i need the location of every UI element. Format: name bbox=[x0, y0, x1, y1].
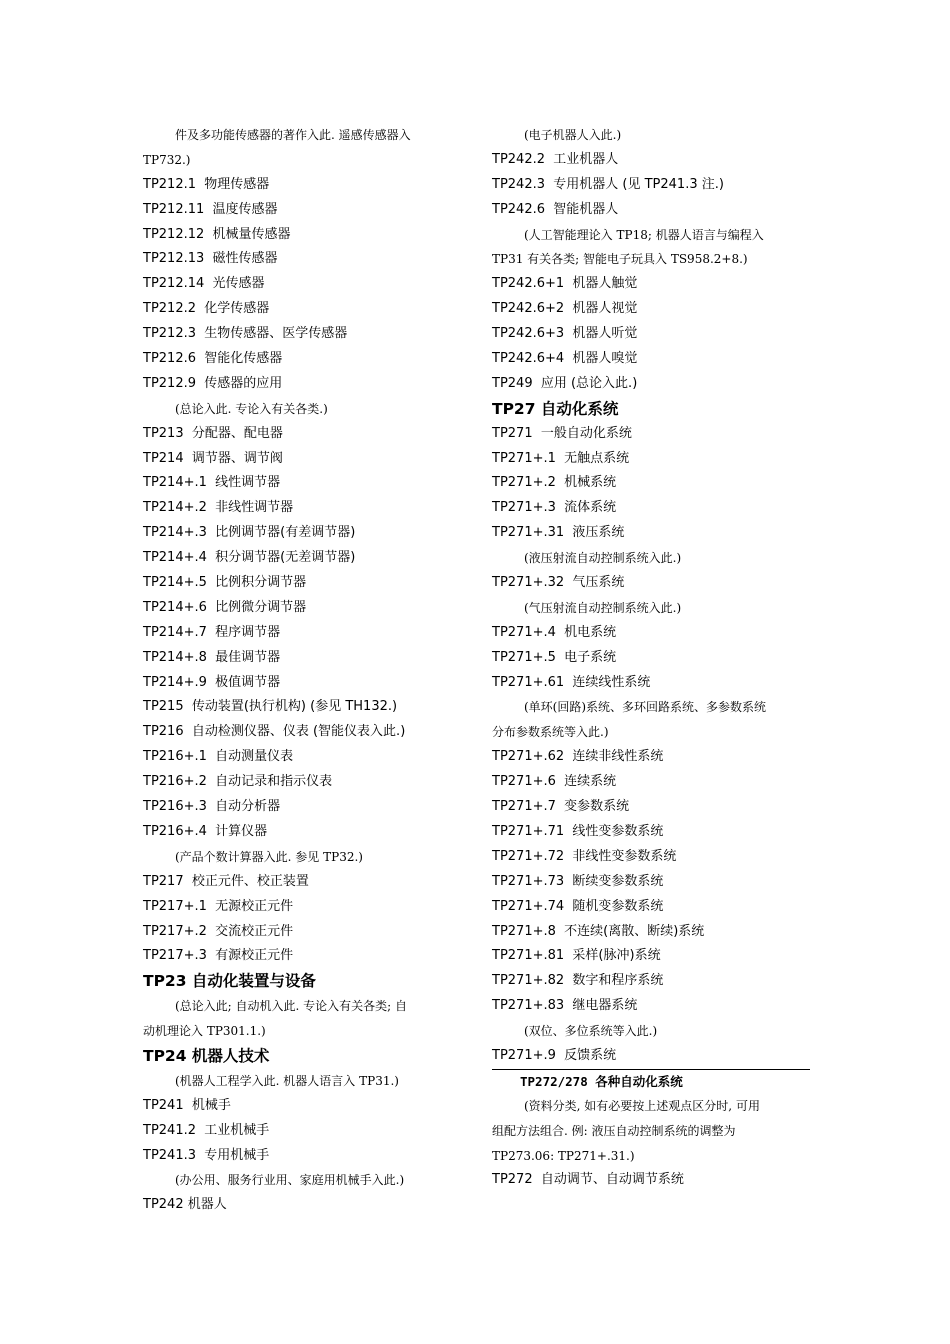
classification-entry: TP212.2 化学传感器 bbox=[143, 301, 270, 317]
classification-entry: TP242.2 工业机器人 bbox=[492, 151, 619, 167]
classification-entry: TP271+.73 断续变参数系统 bbox=[492, 873, 664, 889]
classification-entry: TP212.1 物理传感器 bbox=[143, 176, 270, 192]
classification-note: (办公用、服务行业用、家庭用机械手入此.) bbox=[175, 1173, 405, 1188]
classification-note: (产品个数计算器入此. 参见 TP32.) bbox=[175, 849, 363, 864]
classification-entry: TP242.3 专用机器人 (见 TP241.3 注.) bbox=[492, 176, 724, 192]
classification-note-continued: TP732.) bbox=[143, 152, 191, 167]
classification-entry: TP241 机械手 bbox=[143, 1097, 231, 1113]
classification-entry: TP271+.8 不连续(离散、断续)系统 bbox=[492, 923, 705, 939]
classification-note: 件及多功能传感器的著作入此. 遥感传感器入 bbox=[175, 128, 411, 142]
classification-entry: TP271+.74 随机变参数系统 bbox=[492, 898, 664, 914]
classification-entry: TP214+.2 非线性调节器 bbox=[143, 500, 294, 516]
classification-entry: TP242.6+2 机器人视觉 bbox=[492, 301, 638, 317]
classification-entry: TP214+.9 极值调节器 bbox=[143, 674, 281, 690]
classification-entry: TP213 分配器、配电器 bbox=[143, 425, 283, 441]
classification-entry: TP212.6 智能化传感器 bbox=[143, 351, 283, 367]
classification-entry: TP271+.83 继电器系统 bbox=[492, 998, 638, 1014]
classification-entry: TP214+.4 积分调节器(无差调节器) bbox=[143, 550, 356, 566]
classification-entry: TP214+.1 线性调节器 bbox=[143, 475, 281, 491]
left-column bbox=[143, 123, 465, 1218]
classification-entry: TP217+.2 交流校正元件 bbox=[143, 923, 294, 939]
classification-entry: TP212.11 温度传感器 bbox=[143, 201, 278, 217]
classification-entry: TP272 自动调节、自动调节系统 bbox=[492, 1172, 684, 1188]
classification-entry: TP214+.5 比例积分调节器 bbox=[143, 575, 307, 591]
classification-note: (总论入此; 自动机入此. 专论入有关各类; 自 bbox=[175, 999, 408, 1014]
classification-entry: TP242 机器人 bbox=[143, 1197, 227, 1213]
classification-entry: TP217 校正元件、校正装置 bbox=[143, 873, 309, 889]
classification-note: (液压射流自动控制系统入此.) bbox=[524, 551, 682, 566]
classification-entry: TP271+.9 反馈系统 bbox=[492, 1047, 617, 1063]
classification-entry: TP271 一般自动化系统 bbox=[492, 425, 632, 441]
classification-entry: TP271+.1 无触点系统 bbox=[492, 450, 630, 466]
classification-entry: TP249 应用 (总论入此.) bbox=[492, 375, 638, 391]
classification-entry: TP271+.4 机电系统 bbox=[492, 624, 617, 640]
classification-entry: TP271+.61 连续线性系统 bbox=[492, 674, 651, 690]
classification-note: (单环(回路)系统、多环回路系统、多参数系统 bbox=[524, 700, 767, 715]
classification-entry: TP214+.3 比例调节器(有差调节器) bbox=[143, 525, 356, 541]
classification-entry: TP217+.1 无源校正元件 bbox=[143, 898, 294, 914]
classification-entry: TP216+.1 自动测量仪表 bbox=[143, 749, 294, 765]
classification-entry: TP271+.82 数字和程序系统 bbox=[492, 973, 664, 989]
classification-note: (双位、多位系统等入此.) bbox=[524, 1024, 658, 1039]
classification-note-continued: TP31 有关各类; 智能电子玩具入 TS958.2+8.) bbox=[492, 252, 748, 267]
right-column bbox=[492, 123, 810, 1193]
classification-entry: TP271+.71 线性变参数系统 bbox=[492, 823, 664, 839]
classification-entry: TP215 传动装置(执行机构) (参见 TH132.) bbox=[143, 699, 398, 715]
classification-note: (气压射流自动控制系统入此.) bbox=[524, 600, 682, 615]
classification-entry: TP214+.6 比例微分调节器 bbox=[143, 599, 307, 615]
classification-entry: TP242.6+4 机器人嗅觉 bbox=[492, 351, 638, 367]
classification-entry: TP212.9 传感器的应用 bbox=[143, 375, 283, 391]
classification-entry: TP212.13 磁性传感器 bbox=[143, 251, 278, 267]
classification-entry: TP216+.4 计算仪器 bbox=[143, 823, 268, 839]
classification-entry: TP271+.32 气压系统 bbox=[492, 575, 625, 591]
classification-entry: TP271+.5 电子系统 bbox=[492, 649, 617, 665]
section-heading: TP24 机器人技术 bbox=[143, 1046, 270, 1065]
classification-entry: TP212.12 机械量传感器 bbox=[143, 226, 291, 242]
classification-entry: TP271+.72 非线性变参数系统 bbox=[492, 848, 677, 864]
classification-note: (人工智能理论入 TP18; 机器人语言与编程入 bbox=[524, 227, 764, 242]
classification-entry: TP214 调节器、调节阀 bbox=[143, 450, 283, 466]
classification-entry: TP271+.31 液压系统 bbox=[492, 525, 625, 541]
classification-note: (资料分类, 如有必要按上述观点区分时, 可用 bbox=[524, 1098, 760, 1113]
classification-entry: TP271+.2 机械系统 bbox=[492, 475, 617, 491]
classification-entry: TP271+.3 流体系统 bbox=[492, 500, 617, 516]
classification-note: (总论入此. 专论入有关各类.) bbox=[175, 401, 328, 416]
classification-entry: TP216+.3 自动分析器 bbox=[143, 799, 281, 815]
classification-entry: TP241.2 工业机械手 bbox=[143, 1122, 270, 1138]
subsection-heading: TP272/278 各种自动化系统 bbox=[492, 1069, 810, 1094]
classification-note-continued: TP273.06: TP271+.31.) bbox=[492, 1148, 635, 1163]
classification-entry: TP271+.62 连续非线性系统 bbox=[492, 749, 664, 765]
classification-entry: TP271+.81 采样(脉冲)系统 bbox=[492, 948, 661, 964]
classification-note: (机器人工程学入此. 机器人语言入 TP31.) bbox=[175, 1073, 399, 1088]
classification-note-continued: 分布参数系统等入此.) bbox=[492, 725, 609, 740]
classification-entry: TP242.6+1 机器人触觉 bbox=[492, 276, 638, 292]
classification-entry: TP212.3 生物传感器、医学传感器 bbox=[143, 326, 348, 342]
classification-entry: TP242.6 智能机器人 bbox=[492, 201, 619, 217]
classification-entry: TP241.3 专用机械手 bbox=[143, 1147, 270, 1163]
classification-entry: TP271+.7 变参数系统 bbox=[492, 799, 630, 815]
classification-note-continued: 动机理论入 TP301.1.) bbox=[143, 1024, 266, 1039]
classification-entry: TP216+.2 自动记录和指示仪表 bbox=[143, 774, 333, 790]
classification-note: (电子机器人入此.) bbox=[524, 128, 622, 142]
classification-note-continued: 组配方法组合. 例: 液压自动控制系统的调整为 bbox=[492, 1123, 736, 1138]
classification-entry: TP212.14 光传感器 bbox=[143, 276, 265, 292]
classification-entry: TP214+.8 最佳调节器 bbox=[143, 649, 281, 665]
section-heading: TP27 自动化系统 bbox=[492, 399, 619, 418]
section-heading: TP23 自动化装置与设备 bbox=[143, 972, 316, 991]
classification-entry: TP217+.3 有源校正元件 bbox=[143, 948, 294, 964]
classification-entry: TP214+.7 程序调节器 bbox=[143, 624, 281, 640]
classification-entry: TP216 自动检测仪器、仪表 (智能仪表入此.) bbox=[143, 724, 406, 740]
classification-entry: TP242.6+3 机器人听觉 bbox=[492, 326, 638, 342]
classification-entry: TP271+.6 连续系统 bbox=[492, 774, 617, 790]
